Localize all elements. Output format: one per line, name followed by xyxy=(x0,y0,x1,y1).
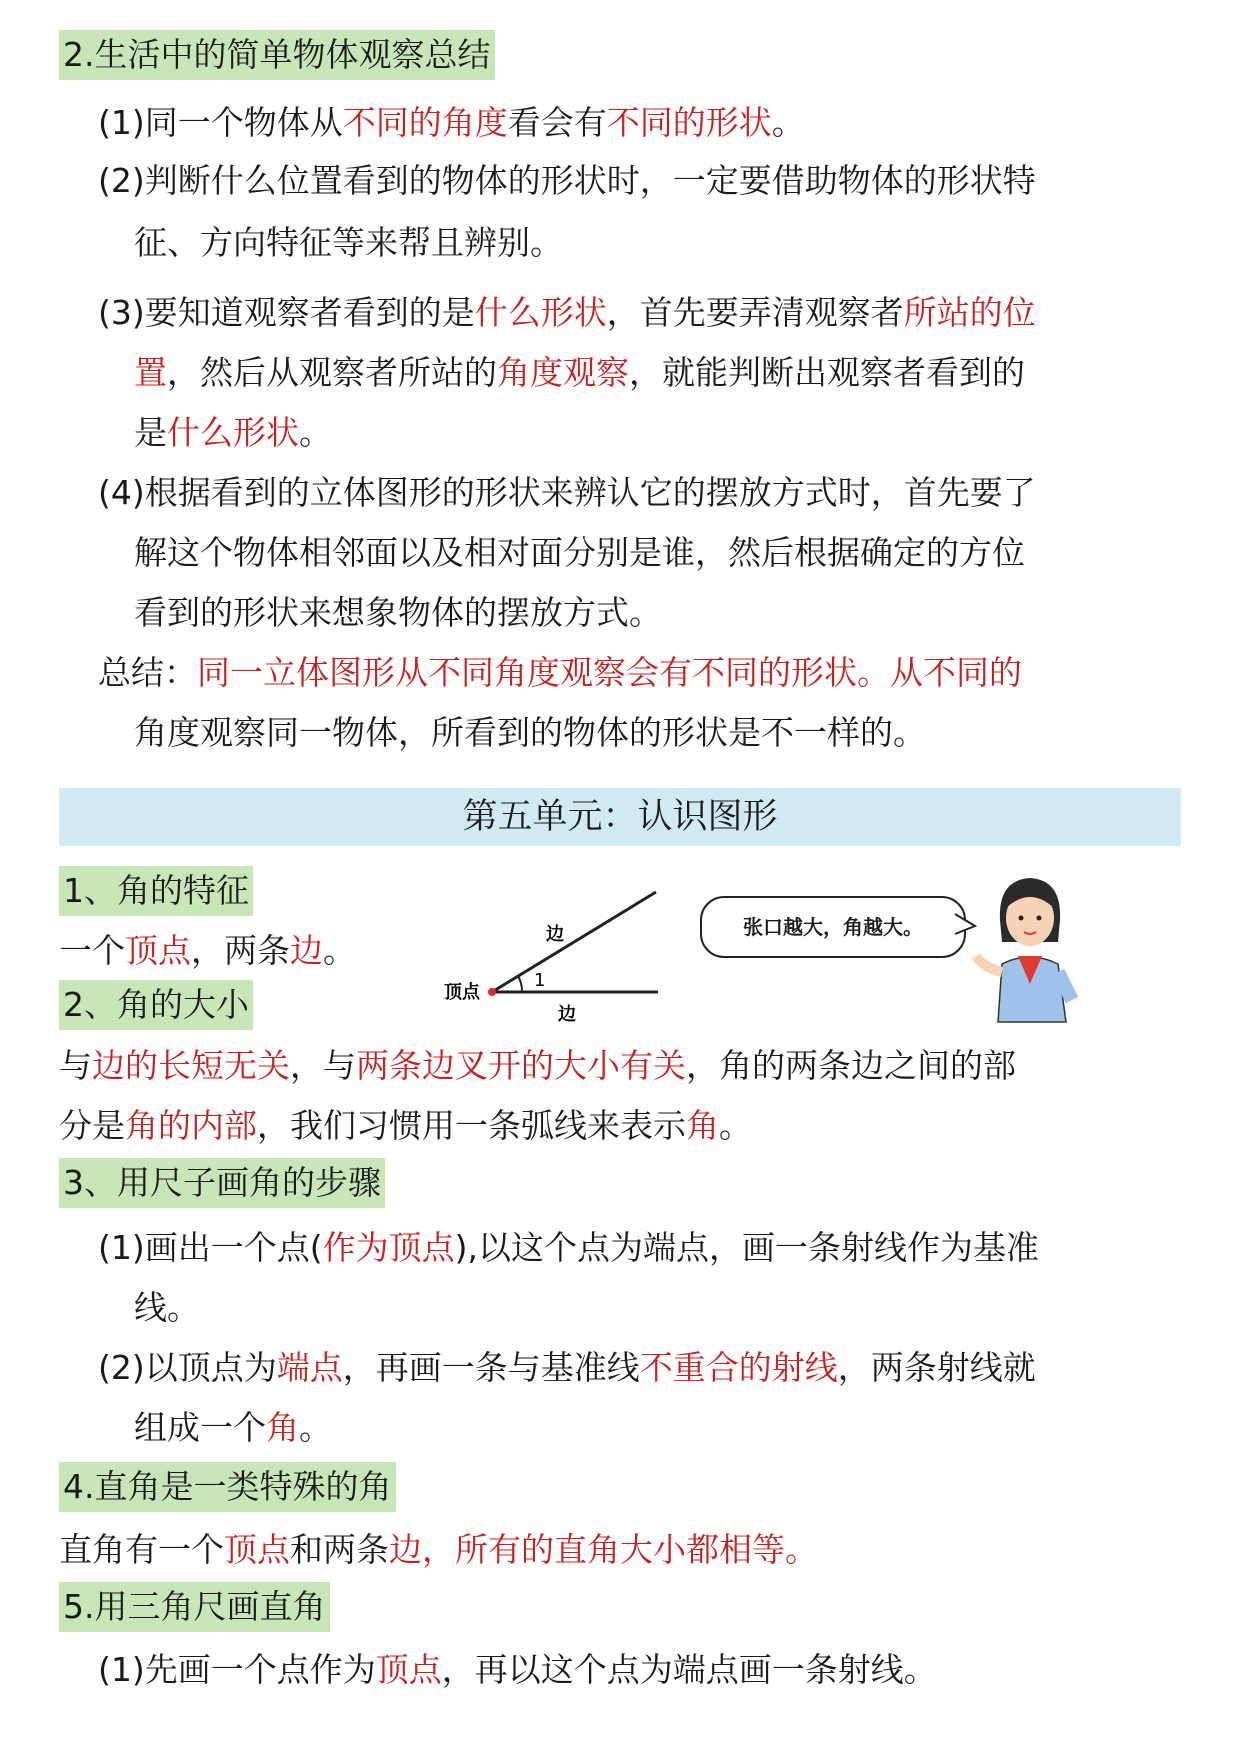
highlight: 两条边叉开的大小有关 xyxy=(356,1046,686,1085)
section-heading-set-square: 5.用三角尺画直角 xyxy=(59,1582,330,1632)
text: 直角有一个 xyxy=(59,1530,224,1569)
text: ，就能判断出观察者看到的 xyxy=(629,353,1025,392)
angle-size-line2 xyxy=(59,1096,752,1156)
text: ，两条射线就 xyxy=(837,1348,1036,1387)
highlight: 同一立体图形从不同角度观察会有不同的形状。从不同的 xyxy=(197,653,1022,692)
step-1-line2: 线。 xyxy=(134,1288,200,1327)
highlight: 角 xyxy=(266,1408,299,1447)
text: ，角的两条边之间的部 xyxy=(686,1046,1016,1085)
highlight: 顶点 xyxy=(125,931,191,970)
step-2-line1 xyxy=(98,1338,1036,1398)
text: (1)同一个物体从 xyxy=(98,103,343,142)
text: 。 xyxy=(719,1106,752,1145)
highlight: 角 xyxy=(686,1106,719,1145)
text: (2)以顶点为 xyxy=(98,1348,277,1387)
text: (3)要知道观察者看到的是 xyxy=(98,293,475,332)
step-2-line2 xyxy=(134,1398,332,1458)
highlight: 不重合的射线 xyxy=(639,1348,838,1387)
highlight: 边 xyxy=(290,931,323,970)
highlight: 角的内部 xyxy=(125,1106,257,1145)
student-illustration xyxy=(970,872,1090,1022)
text: 。 xyxy=(299,413,332,452)
highlight: 顶点 xyxy=(224,1530,290,1569)
highlight: 边 xyxy=(389,1530,422,1569)
angle-top-edge xyxy=(492,892,656,992)
text: (1)画出一个点( xyxy=(98,1228,323,1267)
text: ，然后从观察者所站的 xyxy=(167,353,497,392)
highlight: 不同的形状 xyxy=(606,103,772,142)
observation-item-3-line3 xyxy=(134,403,332,463)
text: 。 xyxy=(771,103,805,142)
observation-item-3-line2 xyxy=(134,343,1025,403)
label-edge-bottom: 边 xyxy=(558,1004,576,1025)
text: 与 xyxy=(59,1046,92,1085)
set-square-step-1 xyxy=(98,1640,937,1700)
observation-item-2-line2: 征、方向特征等来帮且辨别。 xyxy=(134,223,563,262)
label-vertex: 顶点 xyxy=(444,982,480,1003)
section-heading-angle-feature: 1、角的特征 xyxy=(59,866,253,916)
highlight: 什么形状 xyxy=(474,293,607,332)
highlight: 什么形状 xyxy=(167,413,299,452)
angle-arc xyxy=(518,976,522,992)
observation-item-4-line1: (4)根据看到的立体图形的形状来辨认它的摆放方式时，首先要了 xyxy=(98,473,1036,512)
observation-item-2-line1: (2)判断什么位置看到的物体的形状时，一定要借助物体的形状特 xyxy=(98,161,1036,200)
highlight: 置 xyxy=(134,353,167,392)
summary-line2: 角度观察同一物体，所看到的物体的形状是不一样的。 xyxy=(134,713,926,752)
summary-label: 总结： xyxy=(98,653,197,692)
section-heading-angle-size: 2、角的大小 xyxy=(59,980,253,1030)
angle-diagram xyxy=(444,880,690,1030)
text: 。 xyxy=(323,931,356,970)
highlight: 不同的角度 xyxy=(342,103,508,142)
observation-item-4-line3: 看到的形状来想象物体的摆放方式。 xyxy=(134,593,662,632)
highlight: 角度观察 xyxy=(497,353,629,392)
speech-bubble: 张口越大，角越大。 xyxy=(700,896,966,958)
observation-item-1 xyxy=(98,93,805,153)
label-angle-1: 1 xyxy=(534,970,546,991)
summary-line1 xyxy=(98,643,1022,703)
highlight: 所站的位 xyxy=(903,293,1036,332)
text: ，与 xyxy=(290,1046,356,1085)
text: 是 xyxy=(134,413,167,452)
angle-size-line1 xyxy=(59,1036,1016,1096)
step-1-line1 xyxy=(98,1218,1039,1278)
text: (1)先画一个点作为 xyxy=(98,1650,376,1689)
text: ，两条 xyxy=(191,931,290,970)
observation-item-4-line2: 解这个物体相邻面以及相对面分别是谁，然后根据确定的方位 xyxy=(134,533,1025,572)
label-edge-top: 边 xyxy=(546,924,564,945)
text: ，再画一条与基准线 xyxy=(342,1348,640,1387)
text: 看会有 xyxy=(507,103,607,142)
section-heading-drawing-steps: 3、用尺子画角的步骤 xyxy=(59,1158,385,1208)
right-angle-text xyxy=(59,1520,818,1580)
observation-item-3-line1 xyxy=(98,283,1036,343)
text: 。 xyxy=(299,1408,332,1447)
text: 分是 xyxy=(59,1106,125,1145)
vertex-dot xyxy=(488,988,496,996)
angle-feature-text xyxy=(59,921,356,981)
highlight: 作为顶点 xyxy=(322,1228,455,1267)
unit-title-banner: 第五单元：认识图形 xyxy=(59,788,1181,846)
section-heading-observation-summary: 2.生活中的简单物体观察总结 xyxy=(59,30,495,80)
text: 组成一个 xyxy=(134,1408,266,1447)
highlight: 边的长短无关 xyxy=(92,1046,290,1085)
highlight: 端点 xyxy=(276,1348,343,1387)
text: 一个 xyxy=(59,931,125,970)
text: 和两条 xyxy=(290,1530,389,1569)
text: ),以这个点为端点，画一条射线作为基准 xyxy=(454,1228,1039,1267)
text: ，我们习惯用一条弧线来表示 xyxy=(257,1106,686,1145)
highlight: ，所有的直角大小都相等。 xyxy=(422,1530,818,1569)
text: ，首先要弄清观察者 xyxy=(606,293,904,332)
section-heading-right-angle: 4.直角是一类特殊的角 xyxy=(59,1462,396,1512)
text: ，再以这个点为端点画一条射线。 xyxy=(441,1650,937,1689)
highlight: 顶点 xyxy=(375,1650,442,1689)
